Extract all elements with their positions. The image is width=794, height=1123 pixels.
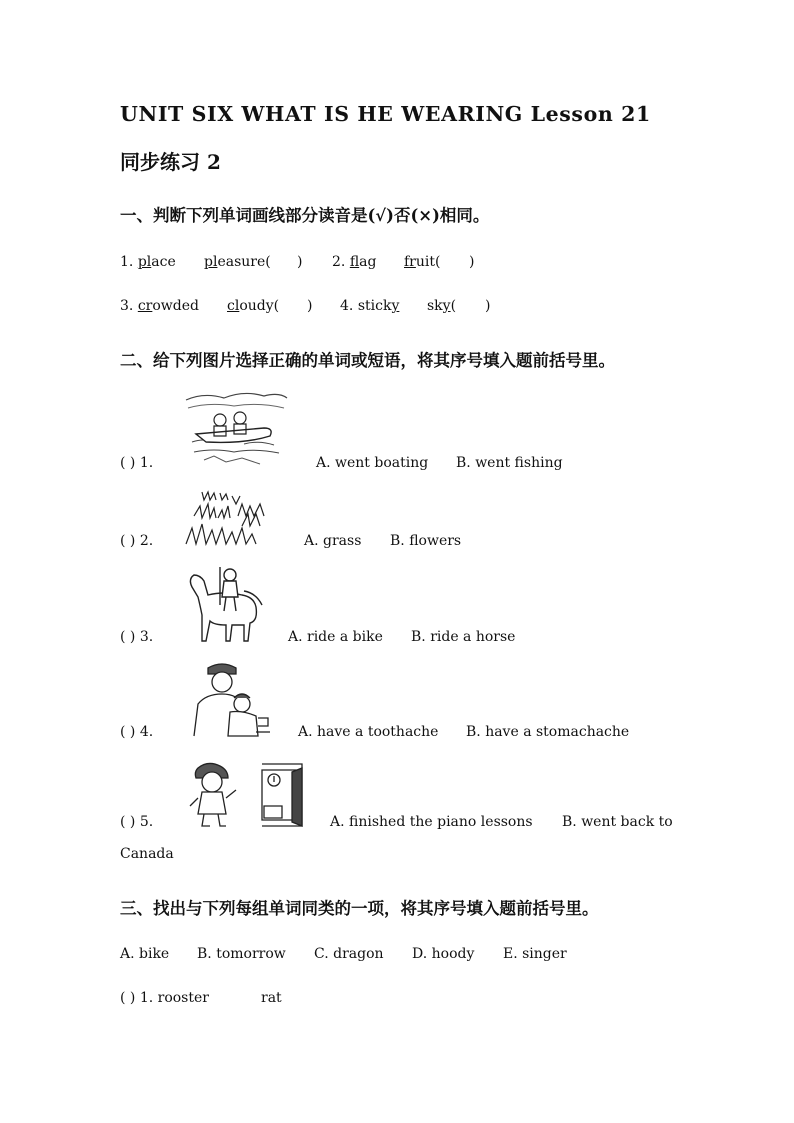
s2-q4-option-a: A. have a toothache xyxy=(298,724,439,740)
s3-option-a: A. bike xyxy=(120,946,170,962)
boating-picture xyxy=(184,390,289,470)
s2-q4-bracket: ( ) 4. xyxy=(120,724,154,740)
s2-q5-option-a: A. finished the piano lessons xyxy=(330,814,533,830)
s3-option-c: C. dragon xyxy=(314,946,384,962)
s1-q1: 1. place xyxy=(120,254,176,270)
section2-heading: 二、给下列图片选择正确的单词或短语，将其序号填入题前括号里。 xyxy=(120,351,615,370)
s2-q3-option-a: A. ride a bike xyxy=(288,629,383,645)
s2-q5-bracket: ( ) 5. xyxy=(120,814,154,830)
s2-q1-option-b: B. went fishing xyxy=(456,455,563,471)
s1-q4-word2: sky( xyxy=(427,298,457,314)
s3-option-e: E. singer xyxy=(503,946,567,962)
s2-q4-option-b: B. have a stomachache xyxy=(466,724,630,740)
s2-q1-option-a: A. went boating xyxy=(316,455,429,471)
s3-q1: ( ) 1. rooster xyxy=(120,990,209,1006)
s1-q3-word2: cloudy( xyxy=(227,298,280,314)
page-subtitle: 同步练习 2 xyxy=(120,150,221,174)
s2-q3-bracket: ( ) 3. xyxy=(120,629,154,645)
s1-q3: 3. crowded xyxy=(120,298,199,314)
horse-picture xyxy=(184,565,264,645)
s3-option-d: D. hoody xyxy=(412,946,475,962)
s2-q2-option-b: B. flowers xyxy=(390,533,462,549)
s3-option-b: B. tomorrow xyxy=(197,946,286,962)
s1-q2-word2: fruit( xyxy=(404,254,441,270)
s3-q1-word2: rat xyxy=(261,990,282,1006)
s1-q1-close: ) xyxy=(297,254,303,270)
s2-q5-option-b: B. went back to xyxy=(562,814,673,830)
s1-q2-close: ) xyxy=(469,254,475,270)
section3-heading: 三、找出与下列每组单词同类的一项，将其序号填入题前括号里。 xyxy=(120,899,599,918)
s2-q2-bracket: ( ) 2. xyxy=(120,533,154,549)
s2-q3-option-b: B. ride a horse xyxy=(411,629,516,645)
s1-q3-close: ) xyxy=(307,298,313,314)
s2-q2-option-a: A. grass xyxy=(304,533,362,549)
dentist-picture xyxy=(184,660,272,738)
s2-q1-bracket: ( ) 1. xyxy=(120,455,154,471)
s1-q4-close: ) xyxy=(485,298,491,314)
section1-heading: 一、判断下列单词画线部分读音是(√)否(×)相同。 xyxy=(120,206,490,225)
s1-q2: 2. flag xyxy=(332,254,377,270)
girl-picture xyxy=(184,760,304,830)
grass-picture xyxy=(184,490,280,548)
s1-q4: 4. sticky xyxy=(340,298,400,314)
page-title: UNIT SIX WHAT IS HE WEARING Lesson 21 xyxy=(120,102,651,126)
s2-q5-option-b-continued: Canada xyxy=(120,846,174,862)
s1-q1-word2: pleasure( xyxy=(204,254,271,270)
